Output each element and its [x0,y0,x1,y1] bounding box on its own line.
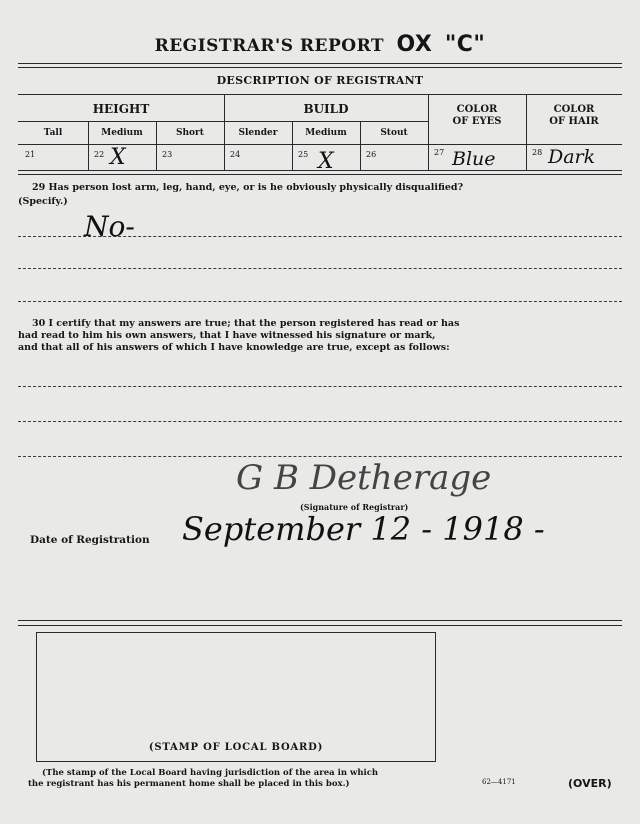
table-bottom-rule [18,174,622,175]
divider [18,620,622,621]
eyes-header-line1: COLOR [456,104,498,115]
field-num: 28 [532,148,543,157]
row-rule [18,144,622,145]
divider [18,67,622,68]
divider [18,63,622,64]
hair-header-line2: OF HAIR [549,116,599,127]
stamp-note-line2: the registrant has his permanent home shall be placed in this box.) [28,779,350,789]
description-title: DESCRIPTION OF REGISTRANT [216,74,424,87]
registrar-signature: G B Detherage [236,458,492,498]
q30-text [18,318,622,354]
eye-color-value: Blue [452,148,496,170]
report-title [0,32,640,57]
eyes-header-line2: OF EYES [452,116,502,127]
table-bottom-rule [18,170,622,171]
field-num: 25 [298,150,309,159]
q30-line1 [18,318,622,330]
box-letter: "C" [444,32,486,57]
stamp-note [28,768,448,790]
form-number: 62—4171 [482,778,516,786]
stamp-note-line1: (The stamp of the Local Board having jurisdiction of the area in which [42,768,379,778]
q29-specify: (Specify.) [18,196,68,207]
build-medium-label: Medium [305,128,347,138]
q29-text [32,182,622,194]
stout-label: Stout [380,128,408,138]
height-medium-label: Medium [101,128,143,138]
signature-caption: (Signature of Registrar) [300,502,409,512]
report-title-text: REGISTRAR'S REPORT [154,36,385,56]
field-num: 23 [162,150,173,159]
table-top-rule [18,94,622,95]
field-num: 26 [366,150,377,159]
field-num: 24 [230,150,241,159]
answer-line [18,301,622,302]
divider [18,625,622,626]
registration-date: September 12 - 1918 - [182,510,545,548]
q30-number: 30 [32,318,46,329]
hair-header [526,104,622,128]
date-label: Date of Registration [30,534,150,546]
height-header: HEIGHT [92,102,150,116]
answer-line [18,421,622,422]
eyes-header [428,104,526,128]
q30-line1-text: I certify that my answers are true; that the person registered has read or has [48,318,460,329]
field-num: 22 [94,150,105,159]
stamp-caption: (STAMP OF LOCAL BOARD) [148,742,324,753]
short-label: Short [176,128,204,138]
slender-label: Slender [238,128,278,138]
q29-answer: No- [84,210,135,243]
q29-number: 29 [32,182,46,193]
hair-color-value: Dark [548,146,596,168]
q30-line2: had read to him his own answers, that I have witnessed his signature or mark, [18,330,436,341]
q30-line3: and that all of his answers of which I have knowledge are true, except as follows: [18,342,450,353]
over-label: (OVER) [568,777,612,790]
height-medium-mark: X [110,145,126,170]
q29-question: Has person lost arm, leg, hand, eye, or is he obviously physically disqualified? [48,182,464,193]
field-num: 27 [434,148,445,157]
answer-line [18,268,622,269]
hair-header-line1: COLOR [553,104,595,115]
tall-label: Tall [43,128,63,138]
subheader-rule [18,121,428,122]
build-header: BUILD [303,102,349,116]
answer-line [18,386,622,387]
build-medium-mark: X [318,149,334,174]
answer-line [18,236,622,237]
box-label: OX [396,32,433,57]
answer-line [18,456,622,457]
field-num: 21 [25,150,36,159]
